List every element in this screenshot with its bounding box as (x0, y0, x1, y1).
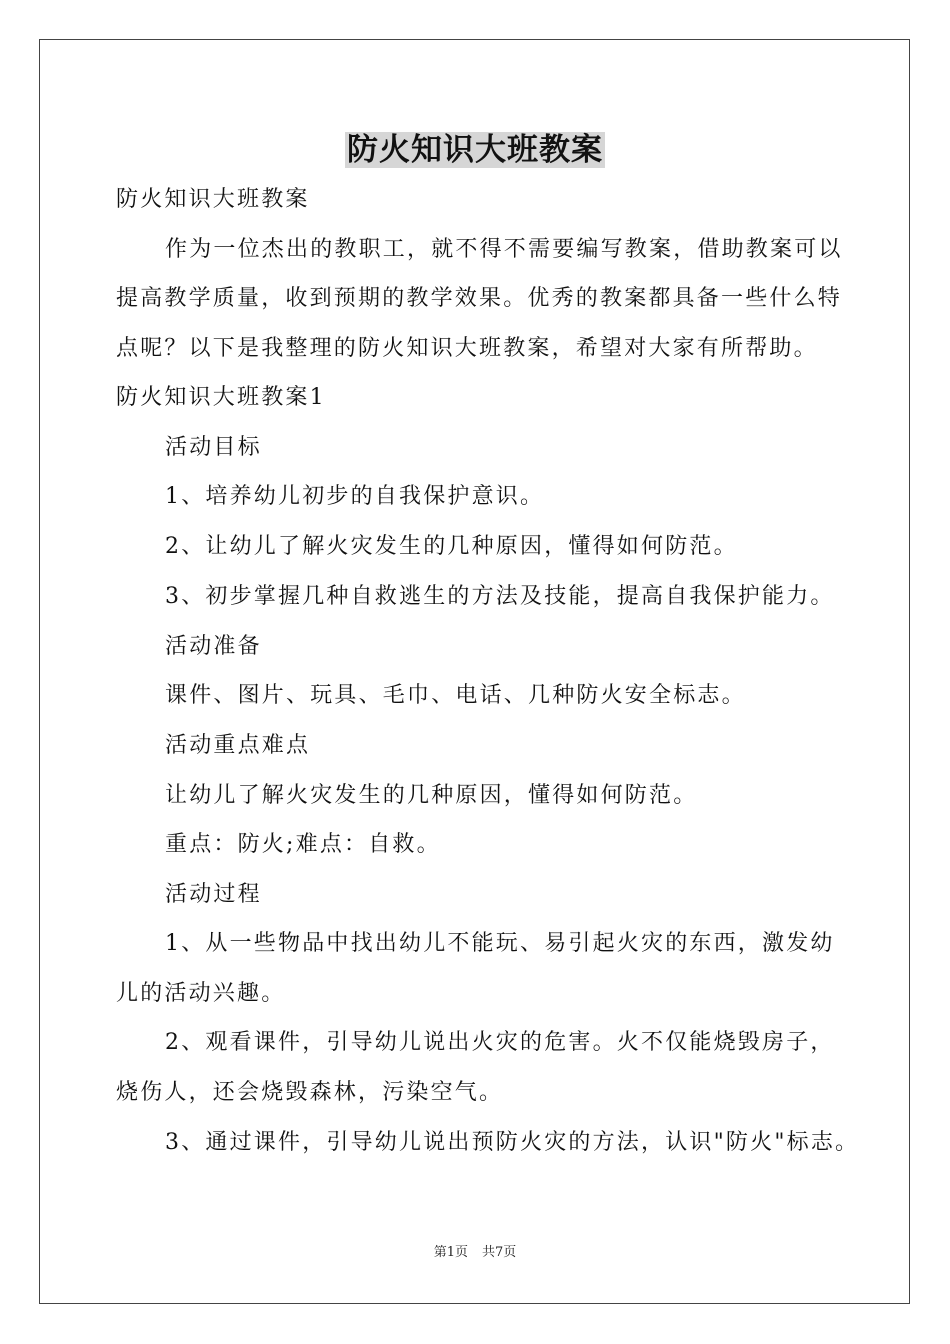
paragraph-line: 让幼儿了解火灾发生的几种原因，懂得如何防范。 (165, 783, 698, 808)
page-total: 共7页 (482, 1245, 517, 1260)
paragraph-line: 课件、图片、玩具、毛巾、电话、几种防火安全标志。 (165, 683, 746, 708)
page-number: 第1页 (433, 1245, 468, 1260)
list-item: 2、观看课件，引导幼儿说出火灾的危害。火不仅能烧毁房子， (165, 1030, 835, 1055)
section-heading: 防火知识大班教案1 (116, 385, 326, 410)
paragraph-line: 作为一位杰出的教职工，就不得不需要编写教案，借助教案可以 (165, 237, 843, 262)
document-title-text: 防火知识大班教案 (347, 132, 603, 168)
list-item: 2、让幼儿了解火灾发生的几种原因，懂得如何防范。 (165, 534, 738, 559)
subheading: 活动过程 (165, 882, 262, 907)
list-item-continuation: 烧伤人，还会烧毁森林，污染空气。 (116, 1080, 504, 1105)
list-item: 1、培养幼儿初步的自我保护意识。 (165, 484, 545, 509)
subheading: 活动目标 (165, 435, 262, 460)
page-footer (0, 1244, 950, 1262)
subtitle-line: 防火知识大班教案 (116, 187, 310, 212)
subheading: 活动重点难点 (165, 733, 311, 758)
list-item: 3、初步掌握几种自救逃生的方法及技能，提高自我保护能力。 (165, 584, 835, 609)
paragraph-line: 重点：防火;难点：自救。 (165, 832, 441, 857)
paragraph-line: 点呢？以下是我整理的防火知识大班教案，希望对大家有所帮助。 (116, 336, 818, 361)
subheading: 活动准备 (165, 634, 262, 659)
list-item-continuation: 儿的活动兴趣。 (116, 981, 286, 1006)
paragraph-line: 提高教学质量，收到预期的教学效果。优秀的教案都具备一些什么特 (116, 286, 843, 311)
document-title (0, 128, 950, 172)
list-item: 1、从一些物品中找出幼儿不能玩、易引起火灾的东西，激发幼 (165, 931, 835, 956)
page-border (39, 39, 910, 1304)
list-item: 3、通过课件，引导幼儿说出预防火灾的方法，认识"防火"标志。 (165, 1130, 860, 1155)
